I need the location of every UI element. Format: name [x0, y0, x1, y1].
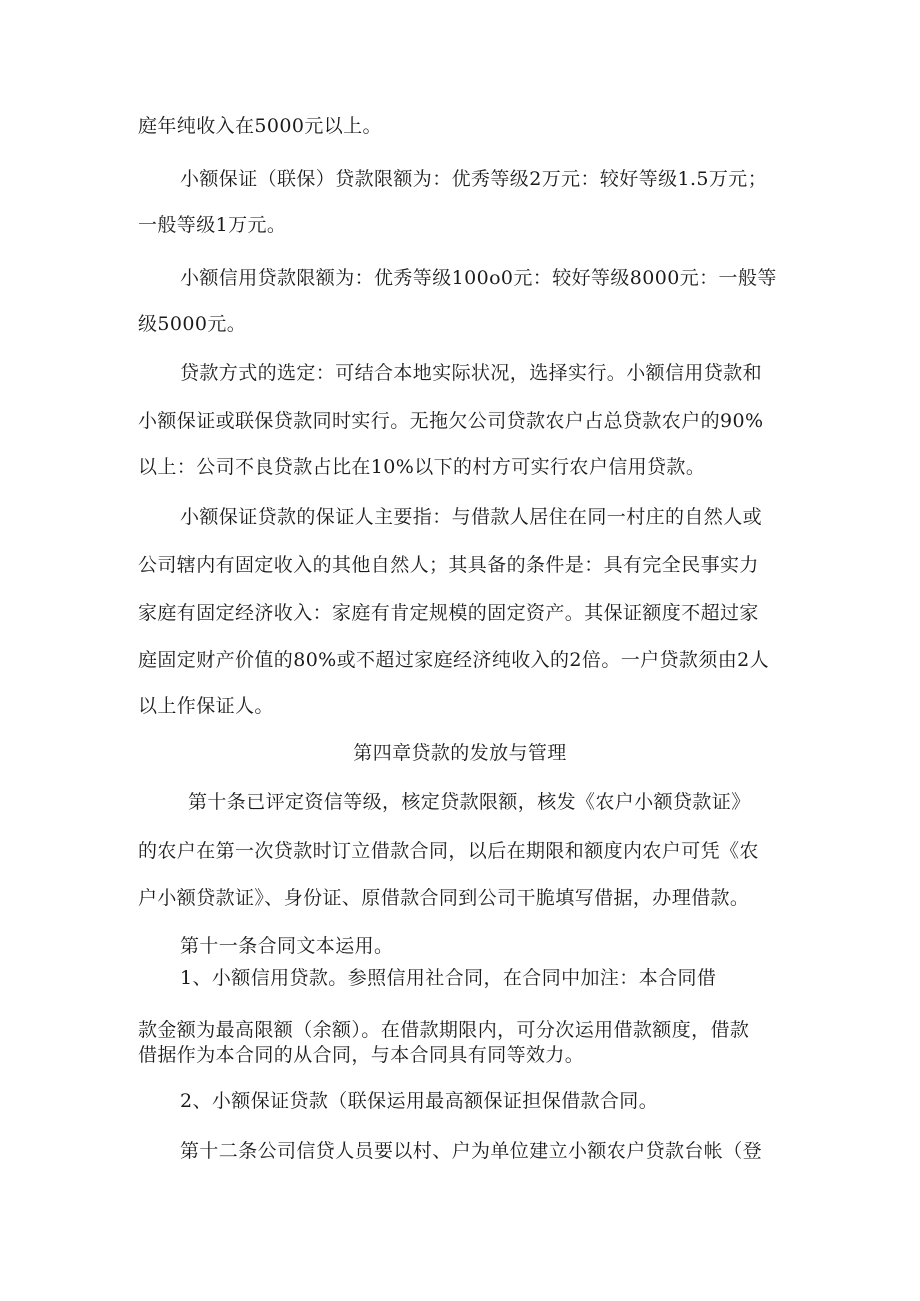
- text-line: 款金额为最高限额（余额）。在借款期限内，可分次运用借款额度，借款: [138, 1019, 750, 1041]
- text-line: 的农户在第一次贷款时订立借款合同，以后在期限和额度内农户可凭《农: [138, 840, 759, 862]
- text-line: 第十一条合同文本运用。: [180, 935, 394, 957]
- text-line: 户小额贷款证》、身份证、原借款合同到公司干脆填写借据，办理借款。: [138, 887, 750, 909]
- text-line: 公司辖内有固定收入的其他自然人；其具备的条件是：具有完全民事实力: [138, 554, 759, 576]
- text-line: 一般等级1万元。: [138, 214, 287, 236]
- text-line: 小额信用贷款限额为：优秀等级100o0元：较好等级8000元：一般等: [180, 267, 777, 289]
- text-line: 小额保证贷款的保证人主要指：与借款人居住在同一村庄的自然人或: [180, 506, 763, 528]
- text-line: 以上：公司不良贷款占比在10%以下的村方可实行农户信用贷款。: [138, 456, 706, 478]
- text-line: 第十二条公司信贷人员要以村、户为单位建立小额农户贷款台帐（登: [180, 1140, 763, 1162]
- text-line: 第十条已评定资信等级，核定贷款限额，核发《农户小额贷款证》: [188, 791, 751, 813]
- text-line: 借据作为本合同的从合同，与本合同具有同等效力。: [138, 1044, 585, 1066]
- text-line: 级5000元。: [138, 313, 247, 335]
- text-line: 以上作保证人。: [138, 695, 274, 717]
- text-line: 2、小额保证贷款（联保运用最高额保证担保借款合同。: [180, 1090, 659, 1112]
- text-line: 小额保证或联保贷款同时实行。无拖欠公司贷款农户占总贷款农户的90%: [138, 410, 764, 432]
- text-line: 庭年纯收入在5000元以上。: [138, 115, 382, 137]
- text-line: 贷款方式的选定：可结合本地实际状况，选择实行。小额信用贷款和: [180, 362, 763, 384]
- text-line: 家庭有固定经济收入：家庭有肯定规模的固定资产。其保证额度不超过家: [138, 602, 759, 624]
- text-line: 1、小额信用贷款。参照信用社合同，在合同中加注：本合同借: [180, 967, 717, 989]
- chapter-heading: 第四章贷款的发放与管理: [353, 742, 567, 764]
- text-line: 小额保证（联保）贷款限额为：优秀等级2万元：较好等级1.5万元；: [180, 168, 768, 190]
- text-line: 庭固定财产价值的80%或不超过家庭经济纯收入的2倍。一户贷款须由2人: [138, 649, 770, 671]
